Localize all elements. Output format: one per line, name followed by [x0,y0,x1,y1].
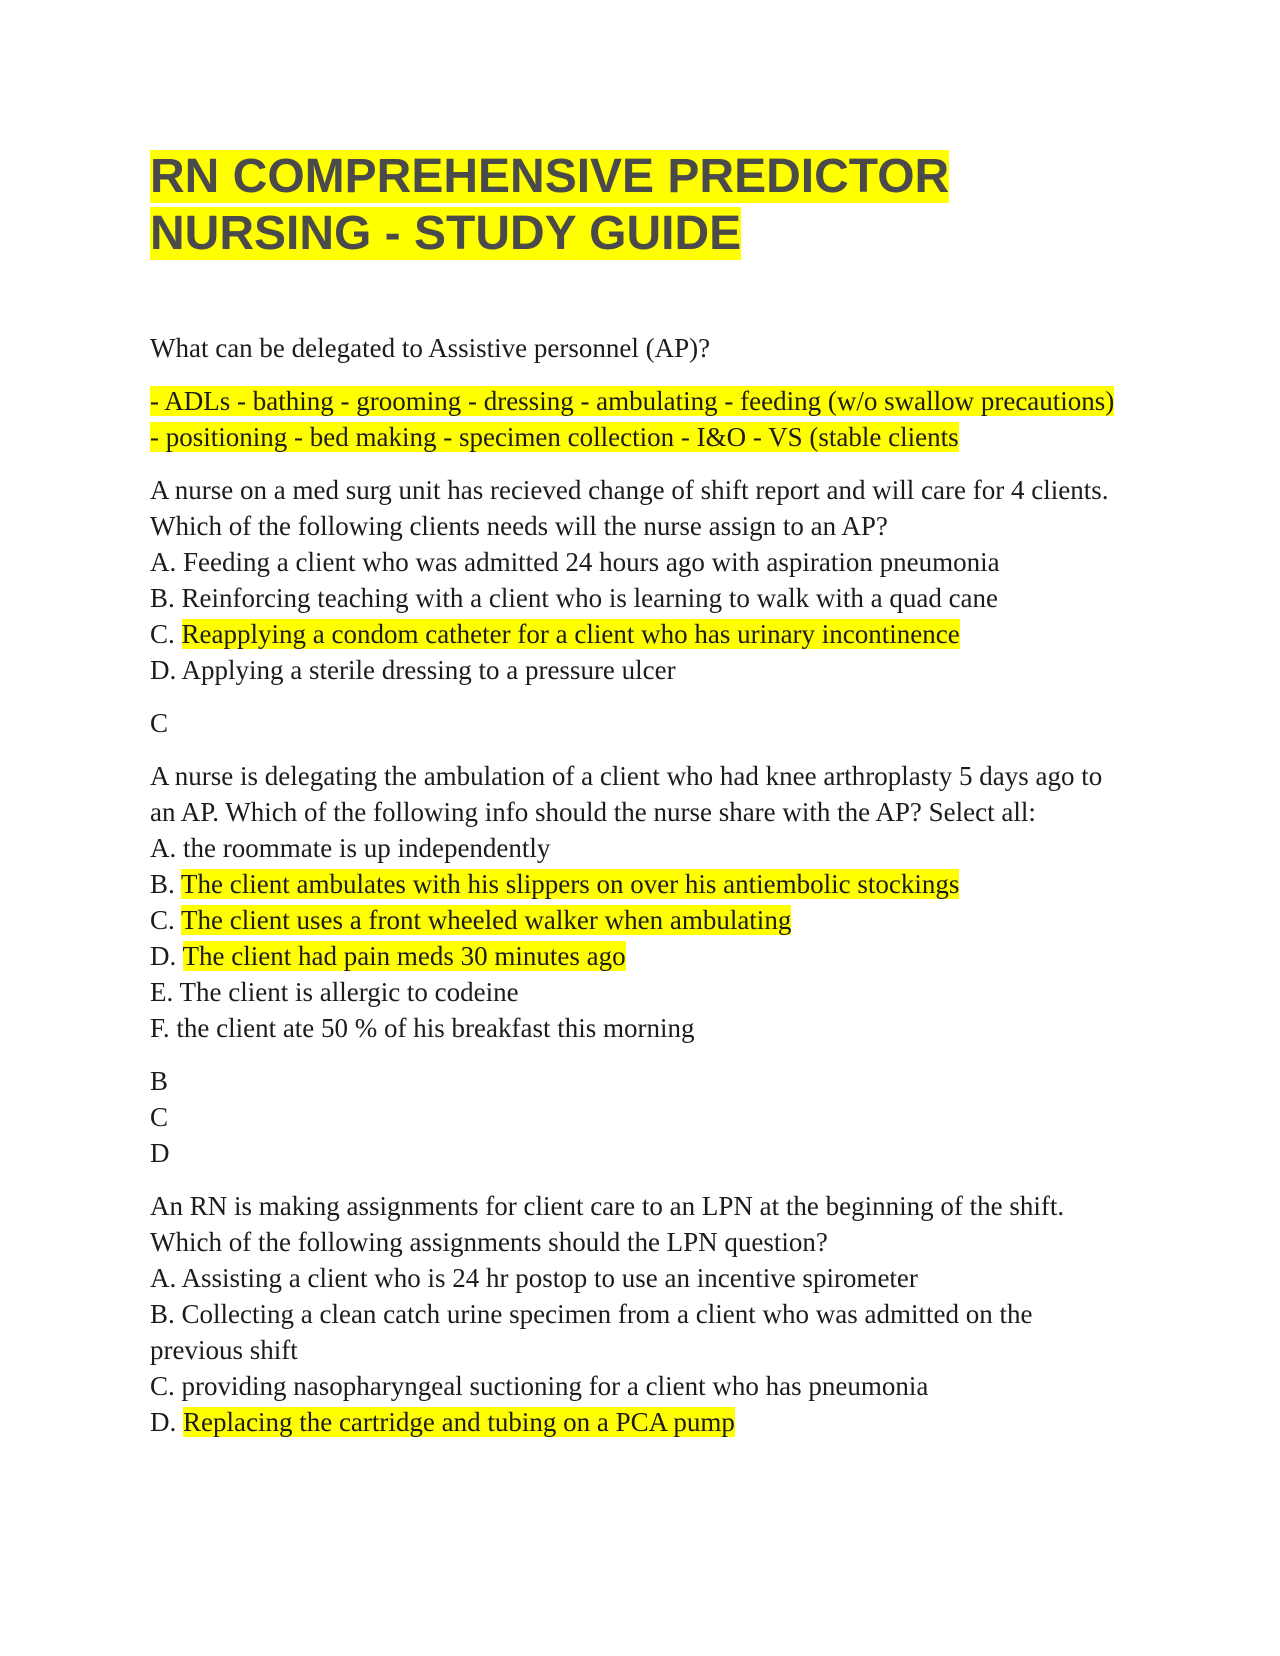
option-text-highlighted: The client ambulates with his slippers on over his antiembolic stockings [181,869,960,899]
q3-option-d [150,938,1130,974]
option-letter: D. [150,655,177,685]
option-text: The client is allergic to codeine [179,977,519,1007]
option-text-highlighted: The client had pain meds 30 minutes ago [182,941,626,971]
option-letter: C. [150,905,175,935]
q2-answer-1: C [150,708,169,738]
q2-answers [150,705,1130,741]
option-text: Assisting a client who is 24 hr postop to use an incentive spirometer [181,1263,918,1293]
q4-option-d [150,1404,1130,1440]
option-letter: C. [150,1371,175,1401]
q3-option-a [150,830,1130,866]
option-text: the roommate is up independently [183,833,551,863]
q2-option-d [150,652,1130,688]
title-line-2: NURSING - STUDY GUIDE [150,207,742,260]
q2-option-a [150,544,1130,580]
option-letter: A. [150,833,177,863]
option-text: the client ate 50 % of his breakfast this morning [176,1013,695,1043]
q3-answer-2: C [150,1102,169,1132]
option-letter: E. [150,977,174,1007]
q3-option-c [150,902,1130,938]
option-text-highlighted: Reapplying a condom catheter for a client who has urinary incontinence [181,619,960,649]
option-letter: D. [150,1407,177,1437]
q3-option-f [150,1010,1130,1046]
option-letter: B. [150,869,175,899]
q3-answer-1: B [150,1066,169,1096]
q1-question: What can be delegated to Assistive personnel (AP)? [150,333,711,363]
option-letter: D. [150,941,177,971]
q3-answers [150,1063,1130,1171]
title-line-1: RN COMPREHENSIVE PREDICTOR [150,150,950,203]
option-text: Collecting a clean catch urine specimen from a client who was admitted on the previous shift [150,1299,1033,1365]
q2-block [150,472,1130,688]
q2-option-b [150,580,1130,616]
option-text: Reinforcing teaching with a client who is learning to walk with a quad cane [181,583,999,613]
q3-option-e [150,974,1130,1010]
q4-question: An RN is making assignments for client care to an LPN at the beginning of the shift. Which of the following assignments should the LPN question? [150,1191,1065,1257]
option-letter: C. [150,619,175,649]
q4-option-b [150,1296,1130,1368]
option-text: providing nasopharyngeal suctioning for a client who has pneumonia [181,1371,929,1401]
q1-answer-text: - ADLs - bathing - grooming - dressing - ambulating - feeding (w/o swallow precautions) - positioning - bed making - specimen collection - I&O - VS (stable clients [150,386,1115,452]
option-letter: F. [150,1013,170,1043]
option-letter: A. [150,1263,177,1293]
q4-option-a [150,1260,1130,1296]
q3-option-b [150,866,1130,902]
option-text: Feeding a client who was admitted 24 hours ago with aspiration pneumonia [183,547,1000,577]
option-letter: B. [150,583,175,613]
q4-option-c [150,1368,1130,1404]
option-text: Applying a sterile dressing to a pressure ulcer [181,655,676,685]
option-text-highlighted: The client uses a front wheeled walker when ambulating [181,905,792,935]
q3-answer-3: D [150,1138,170,1168]
q3-block [150,758,1130,1046]
option-letter: B. [150,1299,175,1329]
q1-answer [150,383,1130,455]
q2-question: A nurse on a med surg unit has recieved change of shift report and will care for 4 clients. Which of the following clients needs will the nurse assign to an AP? [150,475,1109,541]
page-title [150,148,1030,262]
document-page [150,148,1130,1457]
option-letter: A. [150,547,177,577]
q2-option-c [150,616,1130,652]
q3-question: A nurse is delegating the ambulation of a client who had knee arthroplasty 5 days ago to an AP. Which of the following info should the nurse share with the AP? Select all: [150,761,1103,827]
option-text-highlighted: Replacing the cartridge and tubing on a PCA pump [183,1407,735,1437]
q4-block [150,1188,1130,1440]
